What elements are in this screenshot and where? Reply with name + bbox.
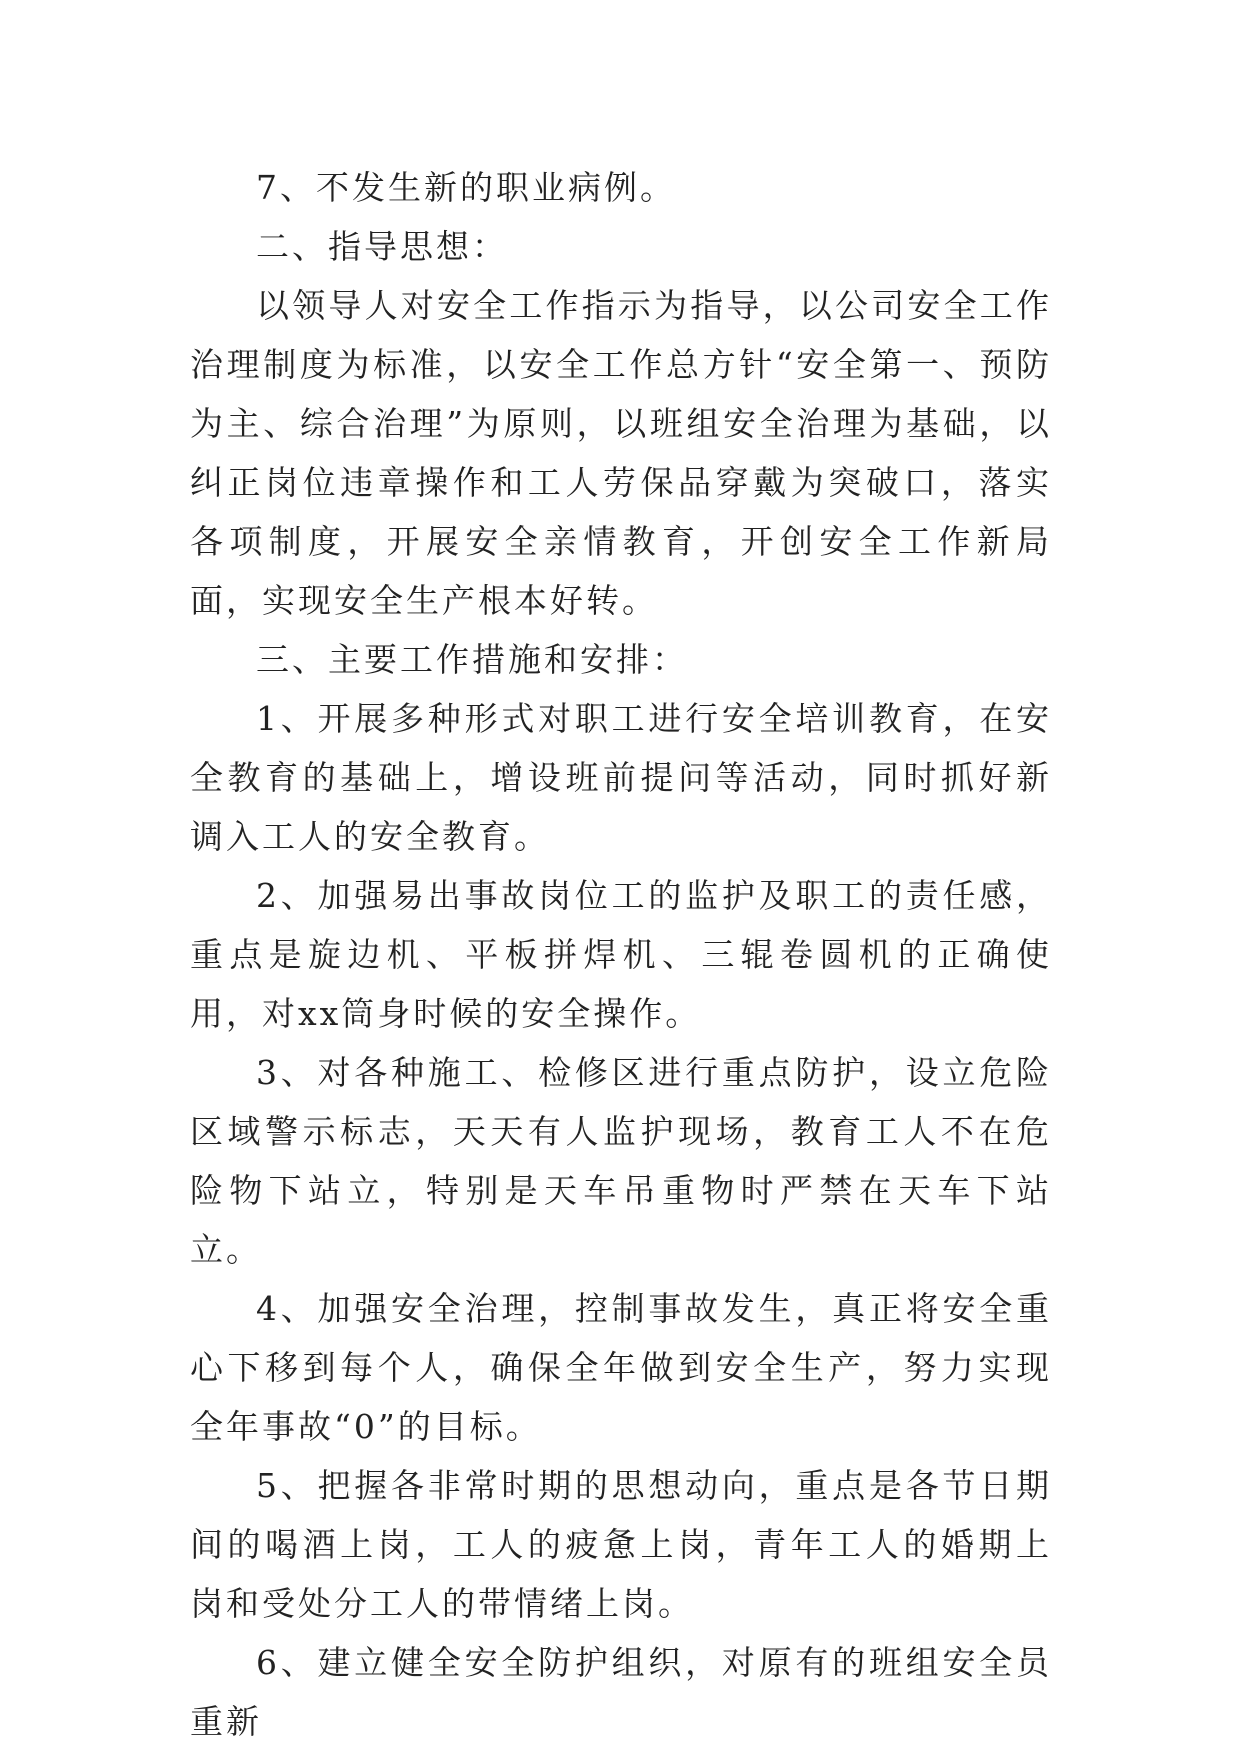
paragraph-measure-2: 2、加强易出事故岗位工的监护及职工的责任感，重点是旋边机、平板拼焊机、三辊卷圆机的正确使用，对xx筒身时候的安全操作。 bbox=[190, 876, 1052, 1033]
paragraph-measure-1: 1、开展多种形式对职工进行安全培训教育，在安全教育的基础上，增设班前提问等活动，同时抓好新调入工人的安全教育。 bbox=[190, 699, 1052, 856]
paragraph-measure-4: 4、加强安全治理，控制事故发生，真正将安全重心下移到每个人，确保全年做到安全生产，努力实现全年事故“0”的目标。 bbox=[190, 1289, 1052, 1446]
paragraph-measure-6: 6、建立健全安全防护组织，对原有的班组安全员重新 bbox=[190, 1643, 1052, 1741]
paragraph-item-7-goal: 7、不发生新的职业病例。 bbox=[256, 168, 676, 207]
paragraph-guiding-ideology: 以领导人对安全工作指示为指导，以公司安全工作治理制度为标准，以安全工作总方针“安全第一、预防为主、综合治理”为原则，以班组安全治理为基础，以纠正岗位违章操作和工人劳保品穿戴为突破口，落实各项制度，开展安全亲情教育，开创安全工作新局面，实现安全生产根本好转。 bbox=[190, 286, 1052, 620]
section-heading-main-measures: 三、主要工作措施和安排： bbox=[256, 640, 688, 679]
section-heading-guiding-ideology: 二、指导思想： bbox=[256, 227, 508, 266]
document-body bbox=[190, 158, 1052, 1751]
paragraph-measure-3: 3、对各种施工、检修区进行重点防护，设立危险区域警示标志，天天有人监护现场，教育工人不在危险物下站立，特别是天车吊重物时严禁在天车下站立。 bbox=[190, 1053, 1052, 1269]
paragraph-measure-5: 5、把握各非常时期的思想动向，重点是各节日期间的喝酒上岗，工人的疲惫上岗，青年工人的婚期上岗和受处分工人的带情绪上岗。 bbox=[190, 1466, 1052, 1623]
